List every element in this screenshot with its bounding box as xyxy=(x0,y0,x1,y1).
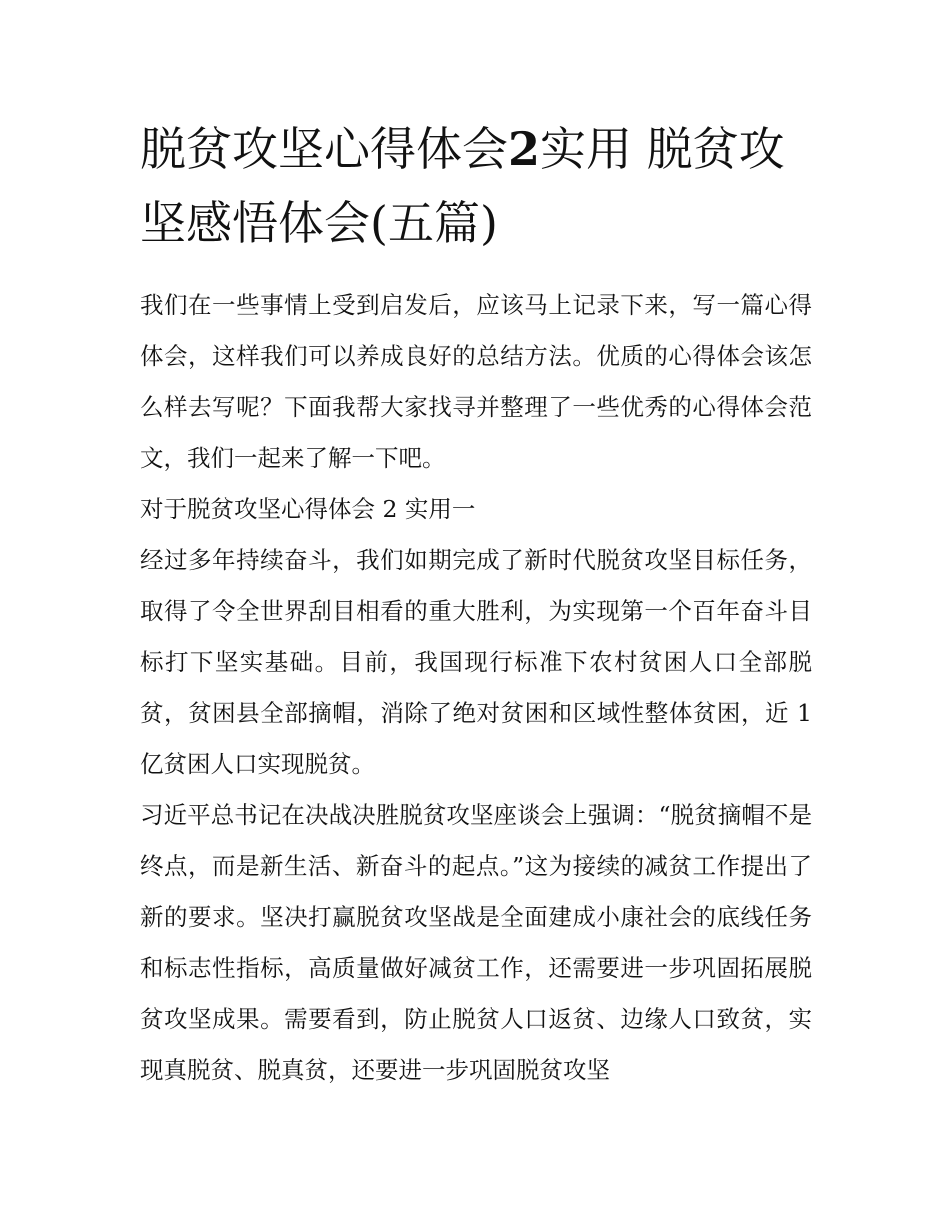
body-paragraph-1: 经过多年持续奋斗，我们如期完成了新时代脱贫攻坚目标任务，取得了令全世界刮目相看的重大胜利，为实现第一个百年奋斗目标打下坚实基础。目前，我国现行标准下农村贫困人口全部脱贫，贫困县全部摘帽，消除了绝对贫困和区域性整体贫困，近 1 亿贫困人口实现脱贫。 xyxy=(140,546,812,778)
title-number: 2 xyxy=(508,122,541,176)
title-text-part1: 脱贫攻坚心得体会 xyxy=(140,122,508,176)
section-heading: 对于脱贫攻坚心得体会 2 实用一 xyxy=(140,495,476,523)
document-title xyxy=(140,112,812,260)
body-paragraph-2: 习近平总书记在决战决胜脱贫攻坚座谈会上强调：“脱贫摘帽不是终点，而是新生活、新奋斗的起点。”这为接续的减贫工作提出了新的要求。坚决打赢脱贫攻坚战是全面建成小康社会的底线任务和标志性指标，高质量做好减贫工作，还需要进一步巩固拓展脱贫攻坚成果。需要看到，防止脱贫人口返贫、边缘人口致贫，实现真脱贫、脱真贫，还要进一步巩固脱贫攻坚 xyxy=(140,801,812,1084)
document-body xyxy=(140,112,812,1096)
intro-paragraph: 我们在一些事情上受到启发后，应该马上记录下来，写一篇心得体会，这样我们可以养成良好的总结方法。优质的心得体会该怎么样去写呢？下面我帮大家找寻并整理了一些优秀的心得体会范文，我们一起来了解一下吧。 xyxy=(140,291,812,472)
title-text-part2: 实用 脱贫攻坚感悟体会(五篇) xyxy=(140,122,785,250)
